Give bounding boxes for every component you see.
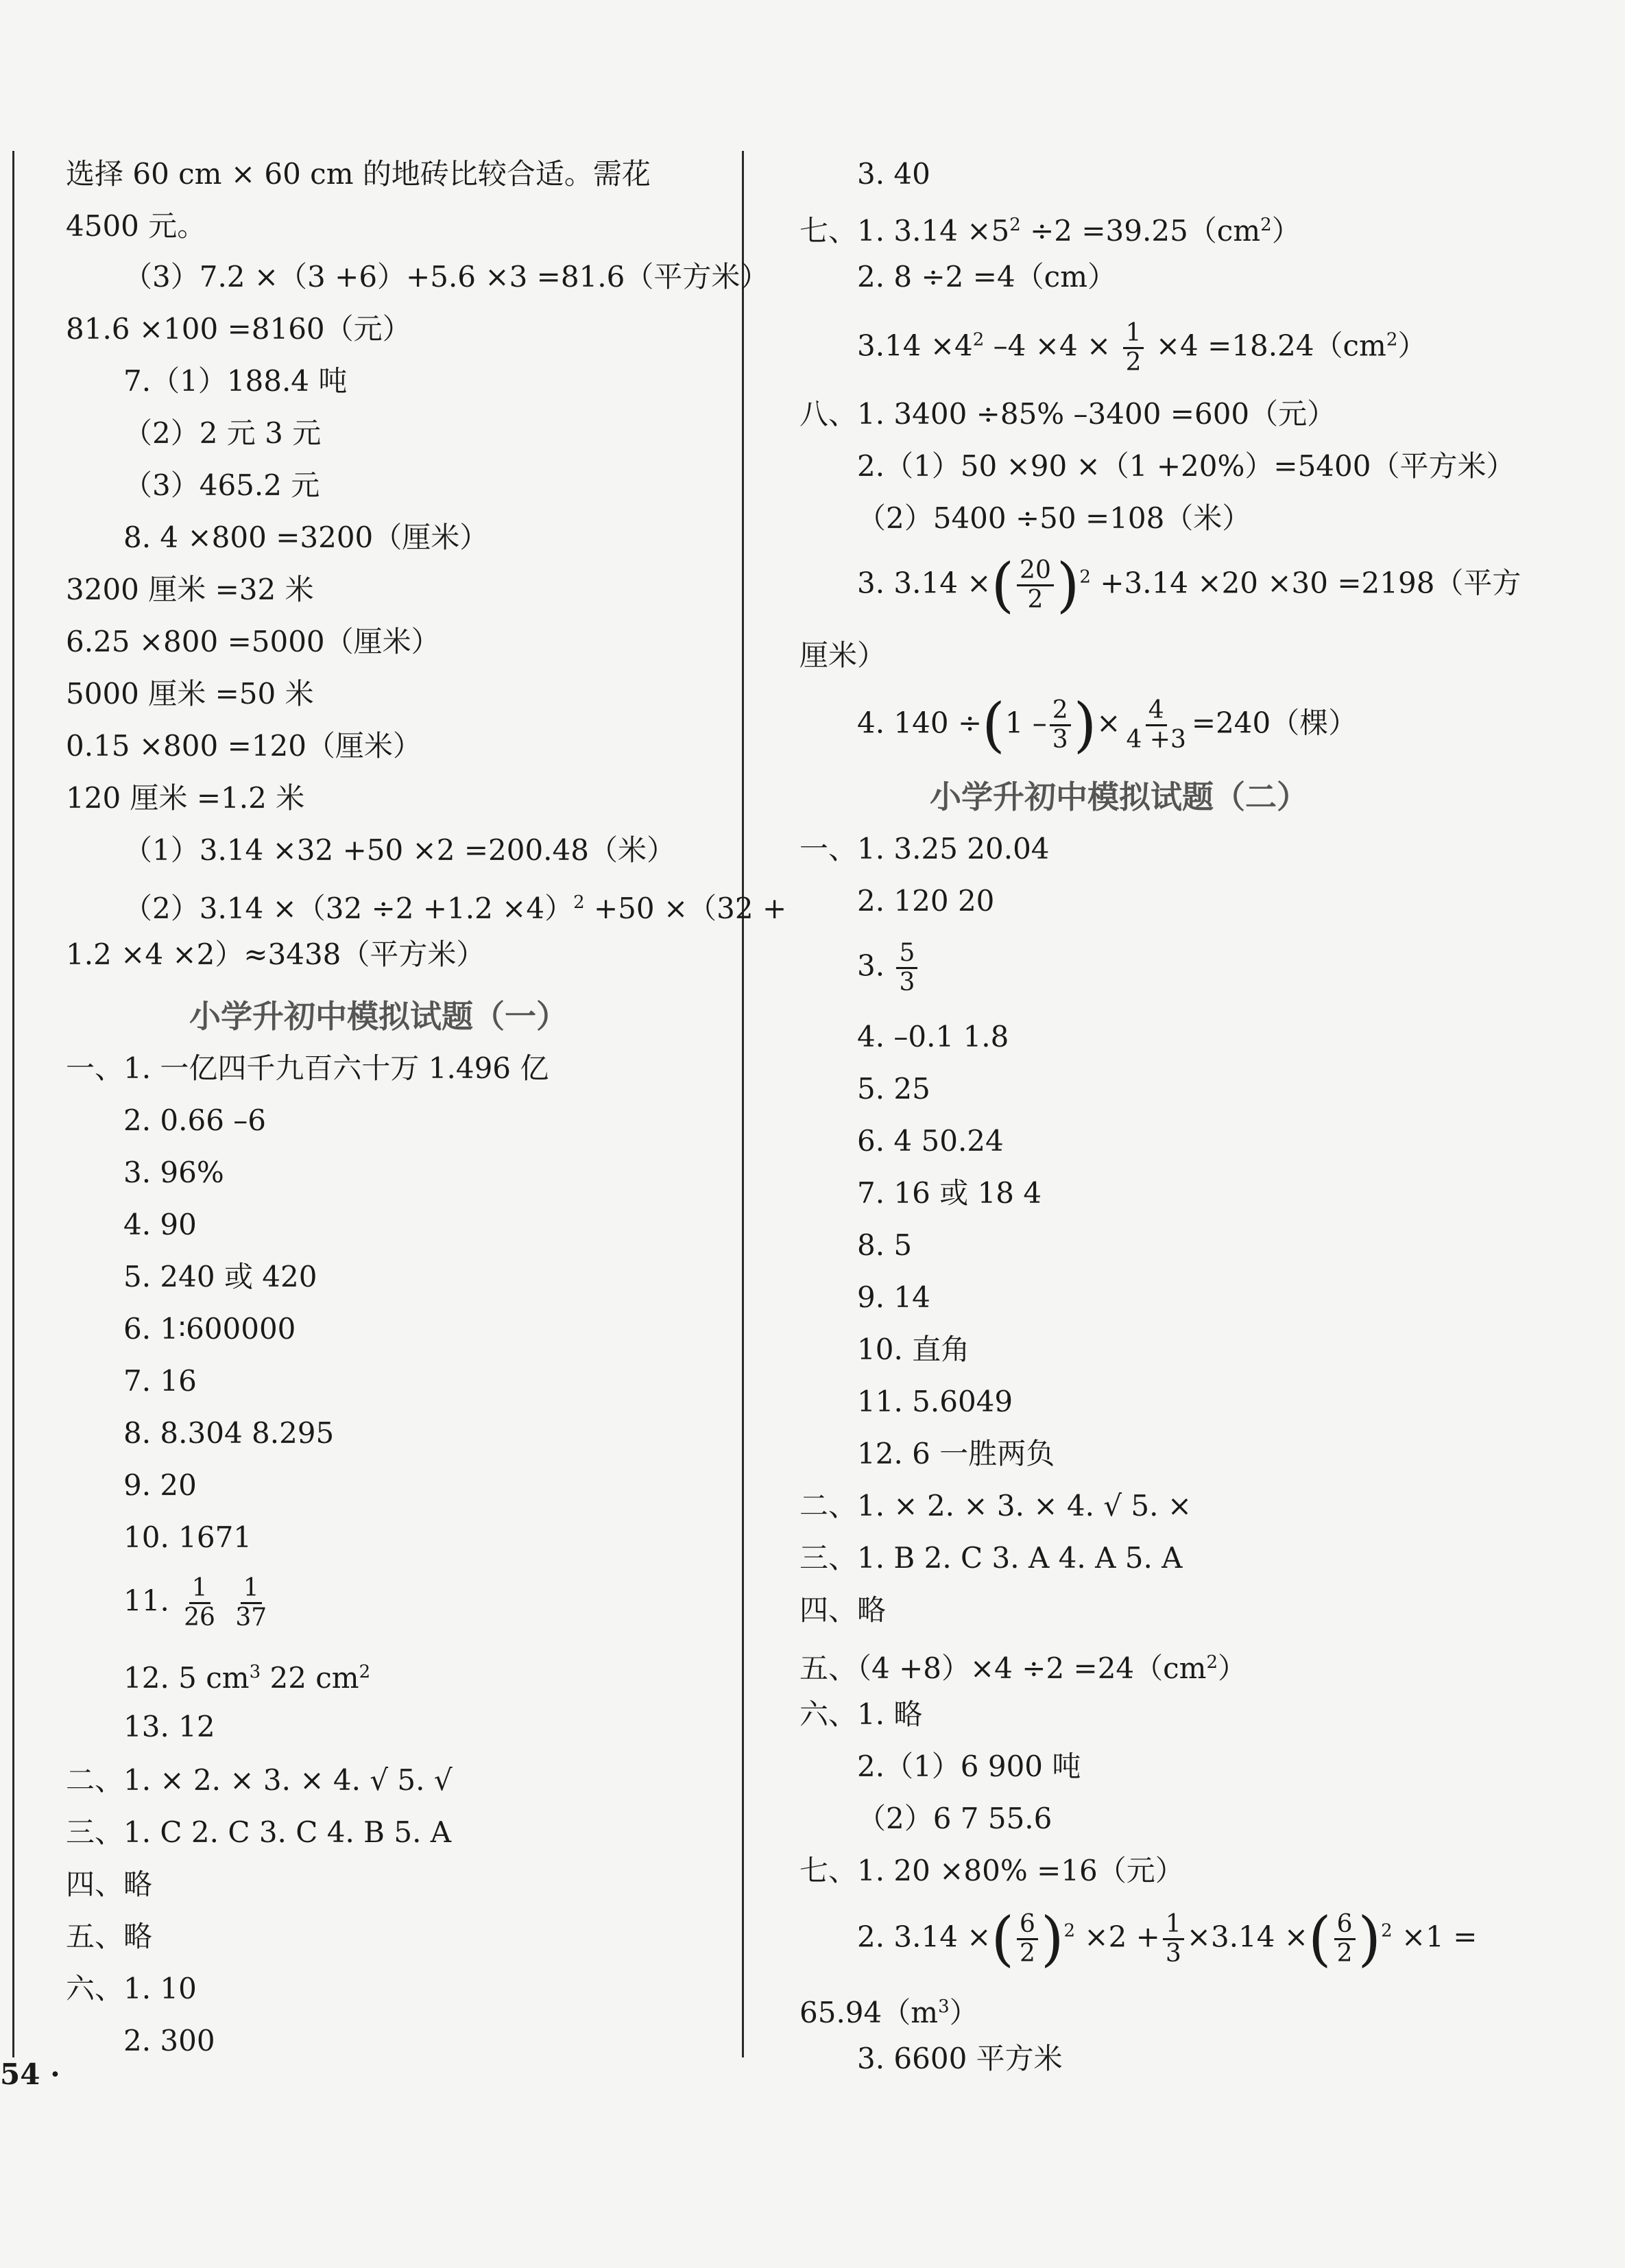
answer-line: 2. 0.66 –6 [123, 1103, 267, 1137]
fraction [1017, 1911, 1038, 1968]
denominator: 2 [1336, 1939, 1353, 1968]
column-divider [742, 151, 744, 2057]
answer-text: 12. 5 cm [123, 1661, 250, 1695]
answer-text: –4 ×4 × [984, 329, 1111, 363]
right-paren: ) [1040, 1905, 1064, 1974]
left-paren: ( [991, 1905, 1015, 1974]
answer-line: 10. 1671 [123, 1520, 252, 1554]
section-heading: 小学升初中模拟试题（二） [930, 778, 1308, 815]
answer-line: 7. 16 或 18 4 [857, 1176, 1042, 1210]
exponent: 3 [249, 1662, 261, 1682]
answer-line [857, 551, 1521, 620]
numerator: 5 [896, 940, 917, 969]
answer-line [857, 940, 920, 996]
answer-text: ×3.14 × [1186, 1920, 1309, 1954]
answer-line [799, 1643, 1247, 1688]
answer-text: × [1096, 706, 1121, 740]
answer-line [857, 691, 1358, 760]
answer-text: =240（棵） [1191, 706, 1358, 740]
left-paren: ( [991, 551, 1015, 620]
numerator: 2 [1050, 697, 1071, 726]
exponent: 2 [1206, 1652, 1218, 1673]
answer-line [123, 883, 786, 928]
page-number: 54 · [0, 2057, 60, 2091]
answer-line [799, 1988, 978, 2032]
denominator: 26 [184, 1603, 215, 1632]
fraction [1123, 697, 1188, 754]
exponent: 2 [1386, 329, 1398, 350]
answer-line: （2）2 元 3 元 [123, 416, 322, 450]
answer-line: 4. 90 [123, 1208, 197, 1241]
left-margin-rule [12, 151, 14, 2057]
answer-text: +3.14 ×20 ×30 =2198（平方 [1090, 566, 1521, 600]
answer-line: 6.25 ×800 =5000（厘米） [66, 625, 440, 658]
exponent: 2 [972, 329, 985, 350]
exponent: 3 [938, 1996, 950, 2017]
exponent: 2 [1063, 1920, 1076, 1942]
answer-text: 4. 140 ÷ [857, 706, 983, 740]
answer-line: 七、1. 20 ×80% =16（元） [799, 1854, 1184, 1887]
answer-text: 22 cm [261, 1661, 359, 1695]
answer-line: 一、1. 一亿四千九百六十万 1.496 亿 [66, 1051, 549, 1085]
answer-line: 81.6 ×100 =8160（元） [66, 312, 411, 346]
answer-line: 13. 12 [123, 1710, 215, 1743]
answer-line: 3. 40 [857, 157, 930, 191]
fraction [896, 940, 917, 996]
denominator: 2 [1020, 1939, 1035, 1968]
numerator: 6 [1017, 1911, 1038, 1940]
answer-text: ） [949, 1996, 978, 2029]
answer-text: ×1 = [1392, 1920, 1478, 1954]
exponent: 2 [1381, 1920, 1393, 1942]
denominator: 2 [1027, 586, 1044, 614]
exponent: 2 [1009, 215, 1021, 235]
answer-line: 3200 厘米 =32 米 [66, 573, 314, 606]
answer-line [857, 1905, 1478, 1974]
answer-line: 7.（1）188.4 吨 [123, 364, 348, 398]
fraction [1334, 1911, 1356, 1968]
denominator: 4 +3 [1126, 726, 1186, 754]
right-paren: ) [1073, 691, 1097, 760]
answer-line: 3. 96% [123, 1156, 224, 1189]
answer-line: 1.2 ×4 ×2）≈3438（平方米） [66, 938, 485, 971]
exponent: 2 [359, 1662, 371, 1682]
answer-line: 一、1. 3.25 20.04 [799, 832, 1050, 866]
answer-text: 3.14 ×4 [857, 329, 973, 363]
right-paren: ) [1056, 551, 1080, 620]
answer-line: 9. 14 [857, 1280, 930, 1314]
answer-line: 6. 4 50.24 [857, 1124, 1004, 1158]
answer-line [857, 320, 1426, 377]
fraction [181, 1575, 218, 1632]
denominator: 2 [1125, 348, 1142, 377]
answer-line: 6. 1∶600000 [123, 1312, 296, 1346]
answer-text: 五、（4 +8）×4 ÷2 =24（cm [799, 1651, 1207, 1685]
numerator: 6 [1334, 1911, 1356, 1940]
fraction [1017, 557, 1054, 614]
fraction [232, 1575, 269, 1632]
answer-line: 2. 120 20 [857, 884, 995, 918]
answer-text: 65.94（m [799, 1996, 939, 2029]
answer-line: 5. 240 或 420 [123, 1260, 317, 1293]
numerator: 1 [1163, 1911, 1184, 1940]
answer-line: （3）7.2 ×（3 +6）+5.6 ×3 =81.6（平方米） [123, 260, 769, 294]
fraction [1163, 1911, 1184, 1968]
answer-text: 1 – [1004, 706, 1047, 740]
answer-line: 8. 5 [857, 1228, 913, 1262]
answer-line: （2）6 7 55.6 [857, 1802, 1052, 1835]
answer-text: 七、1. 3.14 ×5 [799, 214, 1010, 248]
answer-text: ） [1397, 329, 1427, 363]
answer-line: 2.（1）50 ×90 ×（1 +20%）=5400（平方米） [857, 449, 1515, 483]
answer-line: 六、1. 10 [66, 1972, 197, 2005]
answer-text: 3. [857, 948, 885, 983]
numerator: 1 [241, 1575, 262, 1604]
answer-line: 二、1. × 2. × 3. × 4. √ 5. √ [66, 1763, 453, 1797]
answer-line: 二、1. × 2. × 3. × 4. √ 5. × [799, 1489, 1192, 1523]
answer-text: ÷2 =39.25（cm [1020, 214, 1261, 248]
answer-line: 三、1. B 2. C 3. A 4. A 5. A [799, 1541, 1183, 1575]
numerator: 1 [189, 1575, 210, 1604]
answer-line: 六、1. 略 [799, 1697, 923, 1731]
numerator: 4 [1146, 697, 1167, 726]
answer-line: 四、略 [66, 1867, 153, 1901]
answer-text: ） [1271, 214, 1301, 248]
denominator: 3 [1052, 726, 1068, 754]
answer-line: 7. 16 [123, 1364, 197, 1398]
answer-line: 9. 20 [123, 1468, 197, 1502]
exponent: 2 [1079, 566, 1091, 588]
fraction [1050, 697, 1071, 754]
answer-text: 11. [123, 1584, 169, 1618]
answer-line [123, 1653, 370, 1697]
answer-line: 四、略 [799, 1593, 887, 1627]
exponent: 2 [573, 892, 585, 913]
answer-line: 8. 4 ×800 =3200（厘米） [123, 521, 489, 554]
answer-line: 三、1. C 2. C 3. C 4. B 5. A [66, 1815, 452, 1849]
answer-line: 选择 60 cm × 60 cm 的地砖比较合适。需花 [66, 157, 651, 191]
answer-line [123, 1575, 272, 1632]
answer-line: 2. 8 ÷2 =4（cm） [857, 260, 1117, 294]
denominator: 3 [899, 968, 915, 996]
numerator: 1 [1123, 320, 1144, 349]
answer-text: ） [1218, 1651, 1247, 1685]
answer-line: 0.15 ×800 =120（厘米） [66, 729, 422, 763]
answer-line: 八、1. 3400 ÷85% –3400 =600（元） [799, 397, 1336, 431]
answer-line: 8. 8.304 8.295 [123, 1416, 335, 1450]
answer-line: 12. 6 一胜两负 [857, 1437, 1055, 1470]
left-paren: ( [1308, 1905, 1332, 1974]
answer-line: （2）5400 ÷50 =108（米） [857, 501, 1251, 535]
answer-line: 5000 厘米 =50 米 [66, 677, 314, 711]
answer-text: ×4 =18.24（cm [1155, 329, 1386, 363]
answer-text: ×2 + [1075, 1920, 1160, 1954]
answer-line: 120 厘米 =1.2 米 [66, 781, 305, 815]
answer-line: 厘米） [799, 638, 887, 672]
exponent: 2 [1260, 215, 1272, 235]
answer-line [799, 206, 1301, 250]
answer-text: 2. 3.14 × [857, 1920, 991, 1954]
answer-line: 10. 直角 [857, 1333, 970, 1366]
answer-line: （3）465.2 元 [123, 468, 320, 502]
answer-line: 4. –0.1 1.8 [857, 1020, 1009, 1053]
answer-line: （1）3.14 ×32 +50 ×2 =200.48（米） [123, 833, 675, 867]
answer-text: （2）3.14 ×（32 ÷2 +1.2 ×4） [123, 892, 574, 925]
answer-line: 2. 300 [123, 2024, 215, 2057]
denominator: 37 [235, 1603, 267, 1632]
left-paren: ( [982, 691, 1005, 760]
section-heading: 小学升初中模拟试题（一） [189, 998, 568, 1035]
answer-text: 3. 3.14 × [857, 566, 991, 600]
answer-line: 11. 5.6049 [857, 1385, 1013, 1418]
answer-line: 4500 元。 [66, 209, 206, 243]
answer-text: +50 ×（32 + [584, 892, 787, 925]
answer-line: 5. 25 [857, 1072, 930, 1106]
numerator: 20 [1017, 557, 1054, 586]
denominator: 3 [1165, 1939, 1181, 1968]
fraction [1123, 320, 1144, 377]
answer-line: 2.（1）6 900 吨 [857, 1750, 1081, 1783]
right-paren: ) [1358, 1905, 1382, 1974]
answer-line: 五、略 [66, 1920, 153, 1953]
answer-line: 3. 6600 平方米 [857, 2042, 1063, 2075]
